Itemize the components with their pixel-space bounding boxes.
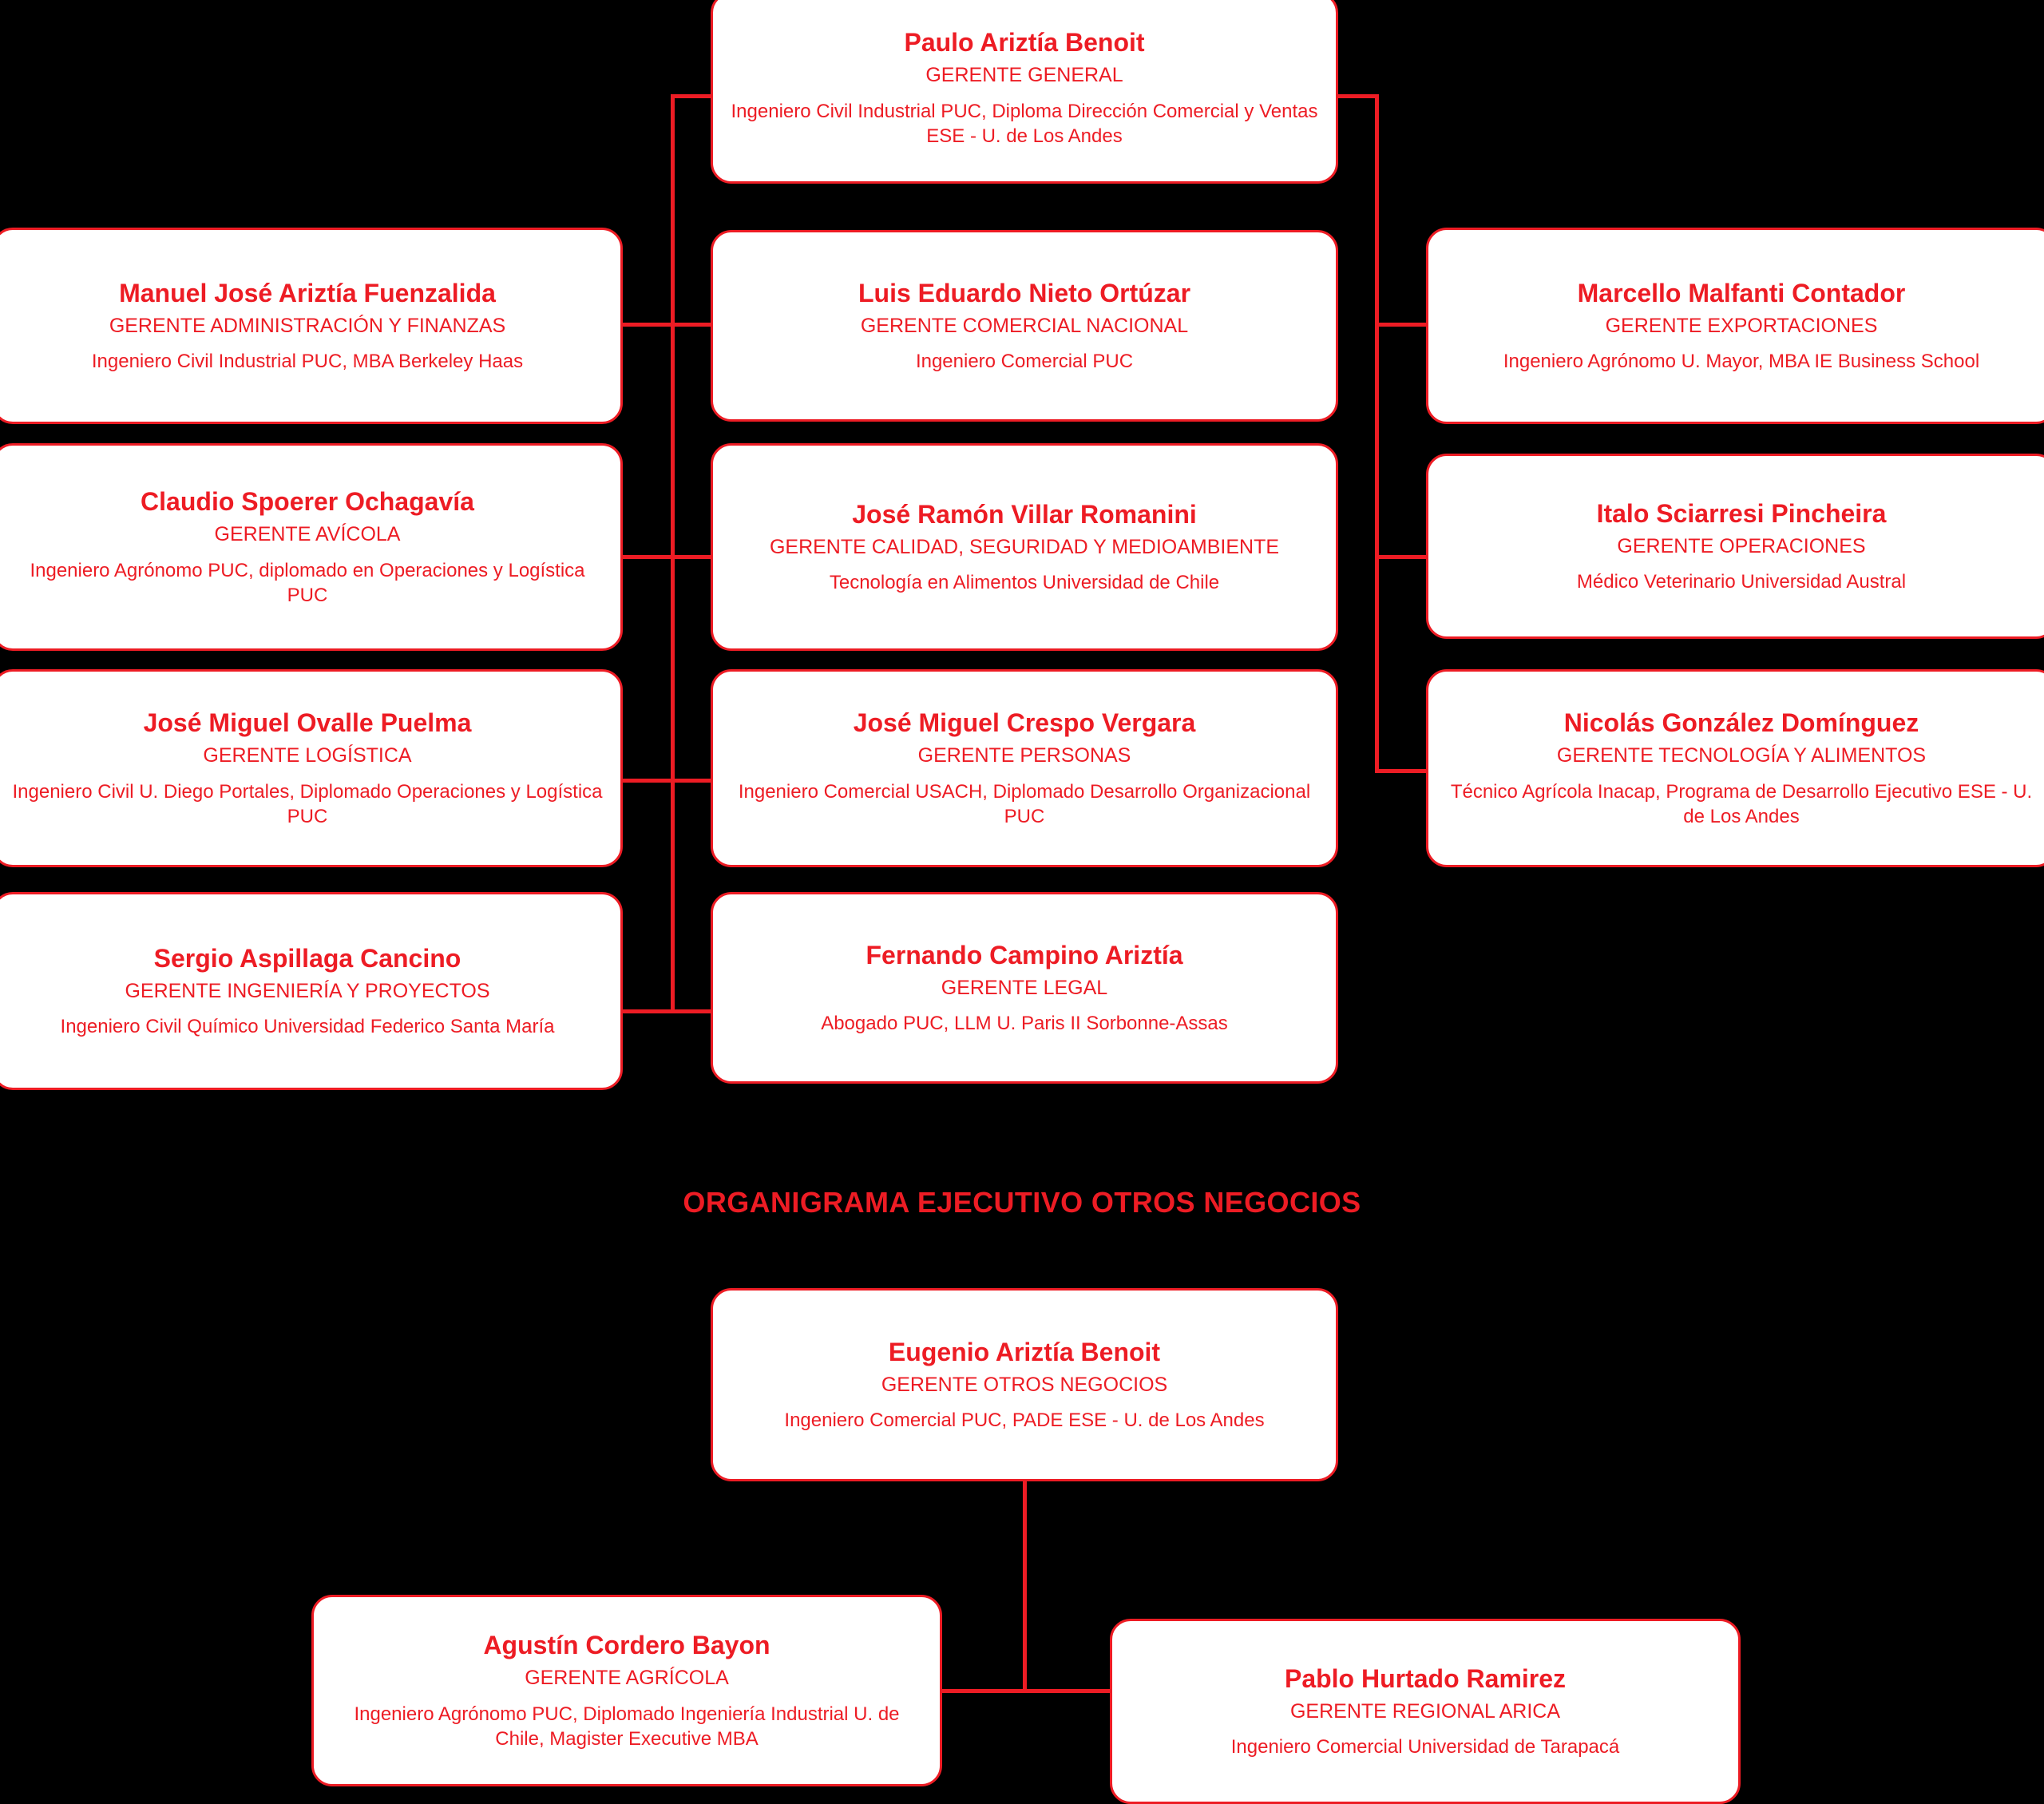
card-education: Ingeniero Agrónomo U. Mayor, MBA IE Business School: [1503, 351, 1980, 373]
card-name: Manuel José Ariztía Fuenzalida: [119, 278, 496, 307]
connector-avicola: [621, 555, 675, 559]
card-otros-negocios[interactable]: [711, 1288, 1338, 1481]
card-education: Ingeniero Civil Industrial PUC, Diploma Dirección Comercial y Ventas ESE - U. de Los Andes: [731, 100, 1318, 147]
card-name: Marcello Malfanti Contador: [1577, 278, 1906, 307]
card-role: GERENTE INGENIERÍA Y PROYECTOS: [125, 979, 490, 1002]
connector-comercial-nacional: [671, 323, 712, 327]
card-legal[interactable]: [711, 892, 1338, 1084]
connector-calidad: [671, 555, 712, 559]
section-title-otros-negocios: ORGANIGRAMA EJECUTIVO OTROS NEGOCIOS: [683, 1186, 1361, 1219]
connector-right-spine: [1375, 94, 1379, 773]
connector-legal: [671, 1009, 712, 1013]
card-name: Claudio Spoerer Ochagavía: [141, 487, 474, 517]
card-logistica[interactable]: [0, 669, 623, 867]
card-education: Ingeniero Comercial PUC, PADE ESE - U. de Los Andes: [784, 1409, 1265, 1432]
connector-ingenieria: [621, 1009, 675, 1013]
card-regional-arica[interactable]: [1110, 1619, 1741, 1804]
card-name: Agustín Cordero Bayon: [483, 1631, 770, 1660]
card-name: Eugenio Ariztía Benoit: [888, 1337, 1161, 1366]
connector-exportaciones: [1375, 323, 1429, 327]
card-name: José Ramón Villar Romanini: [852, 499, 1197, 529]
card-role: GERENTE AVÍCOLA: [214, 523, 401, 546]
card-name: Italo Sciarresi Pincheira: [1596, 498, 1887, 528]
card-education: Tecnología en Alimentos Universidad de Chile: [829, 572, 1220, 594]
connector-tecnologia: [1375, 769, 1429, 773]
connector-operaciones: [1375, 555, 1429, 559]
card-role: GERENTE ADMINISTRACIÓN Y FINANZAS: [109, 314, 506, 337]
connector-otros-horizontal: [942, 1689, 1110, 1693]
card-education: Ingeniero Comercial PUC: [915, 351, 1134, 373]
card-education: Ingeniero Civil Industrial PUC, MBA Berkeley Haas: [91, 351, 524, 373]
card-role: GERENTE OPERACIONES: [1617, 534, 1866, 557]
card-avicola[interactable]: [0, 443, 623, 651]
card-education: Ingeniero Agrónomo PUC, Diplomado Ingeniería Industrial U. de Chile, Magister Executive MBA: [354, 1703, 900, 1750]
card-role: GERENTE TECNOLOGÍA Y ALIMENTOS: [1556, 744, 1927, 767]
connector-admin-finanzas: [621, 323, 675, 327]
card-operaciones[interactable]: [1426, 454, 2044, 639]
connector-gg-right: [1333, 94, 1379, 98]
card-role: GERENTE GENERAL: [925, 64, 1123, 87]
card-role: GERENTE COMERCIAL NACIONAL: [860, 314, 1189, 337]
card-role: GERENTE EXPORTACIONES: [1605, 314, 1878, 337]
card-name: Fernando Campino Ariztía: [866, 940, 1183, 969]
card-education: Médico Veterinario Universidad Austral: [1576, 571, 1907, 593]
card-education: Ingeniero Civil U. Diego Portales, Diplomado Operaciones y Logística PUC: [12, 780, 603, 827]
connector-otros-vertical: [1023, 1481, 1027, 1693]
card-education: Ingeniero Civil Químico Universidad Federico Santa María: [60, 1016, 555, 1038]
card-role: GERENTE AGRÍCOLA: [525, 1667, 729, 1690]
card-name: Nicolás González Domínguez: [1563, 708, 1919, 738]
card-comercial-nacional[interactable]: [711, 230, 1338, 422]
card-education: Abogado PUC, LLM U. Paris II Sorbonne-Assas: [821, 1013, 1228, 1035]
card-name: José Miguel Ovalle Puelma: [143, 708, 472, 738]
card-name: Pablo Hurtado Ramirez: [1284, 1663, 1567, 1693]
card-role: GERENTE CALIDAD, SEGURIDAD Y MEDIOAMBIENTE: [769, 535, 1280, 558]
card-education: Técnico Agrícola Inacap, Programa de Desarrollo Ejecutivo ESE - U. de Los Andes: [1450, 780, 2033, 827]
card-role: GERENTE LOGÍSTICA: [203, 744, 412, 767]
card-role: GERENTE OTROS NEGOCIOS: [881, 1373, 1168, 1396]
card-education: Ingeniero Comercial Universidad de Tarapacá: [1230, 1736, 1620, 1758]
card-role: GERENTE PERSONAS: [917, 744, 1131, 767]
card-gerente-general[interactable]: [711, 0, 1338, 184]
card-name: Sergio Aspillaga Cancino: [153, 943, 461, 973]
connector-logistica: [621, 779, 675, 783]
card-name: José Miguel Crespo Vergara: [853, 708, 1196, 738]
connector-left-spine: [671, 94, 675, 1013]
card-tecnologia-alimentos[interactable]: [1426, 669, 2044, 867]
card-education: Ingeniero Comercial USACH, Diplomado Desarrollo Organizacional PUC: [738, 780, 1311, 827]
card-agricola[interactable]: [311, 1595, 942, 1786]
card-education: Ingeniero Agrónomo PUC, diplomado en Operaciones y Logística PUC: [30, 559, 585, 606]
card-exportaciones[interactable]: [1426, 228, 2044, 424]
card-calidad[interactable]: [711, 443, 1338, 651]
connector-personas: [671, 779, 712, 783]
card-role: GERENTE REGIONAL ARICA: [1289, 1699, 1561, 1723]
card-personas[interactable]: [711, 669, 1338, 867]
card-admin-finanzas[interactable]: [0, 228, 623, 424]
card-name: Paulo Ariztía Benoit: [904, 28, 1145, 57]
card-ingenieria-proyectos[interactable]: [0, 892, 623, 1090]
card-name: Luis Eduardo Nieto Ortúzar: [858, 278, 1191, 307]
card-role: GERENTE LEGAL: [941, 976, 1108, 999]
